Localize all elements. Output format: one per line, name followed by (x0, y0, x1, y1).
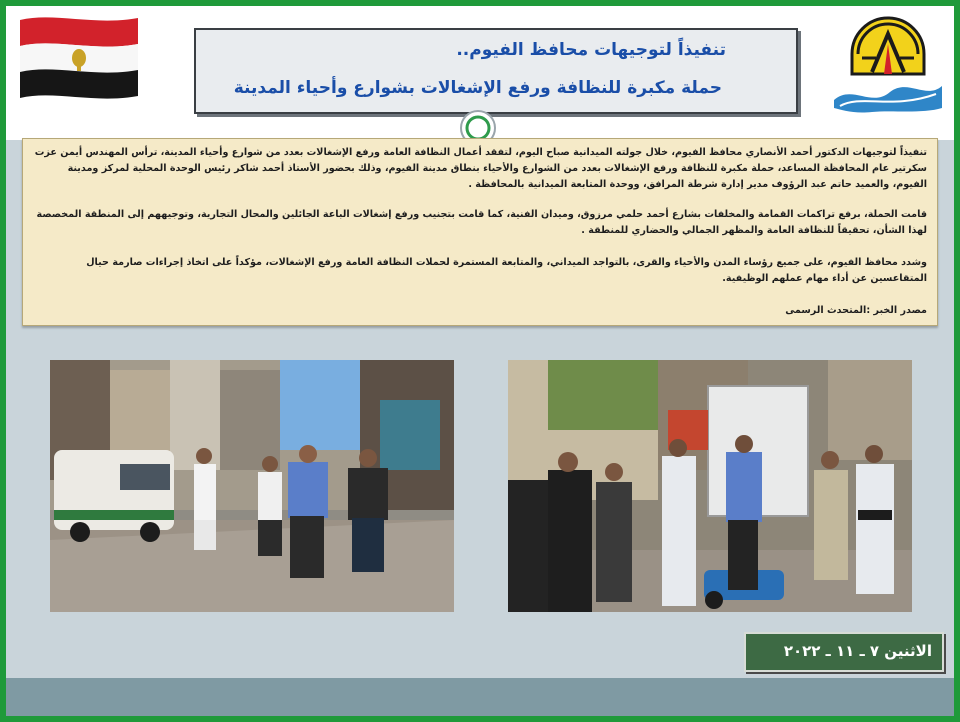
article-text-box (22, 138, 938, 326)
page-title-line-2: حملة مكبرة للنظافة ورفع الإشغالات بشوارع وأحياء المدينة (233, 78, 722, 98)
article-paragraph-3: وشدد محافظ الفيوم، على جميع رؤساء المدن والأحياء والقرى، بالتواجد الميداني، والمتابعة المستمرة لحملات النظافة العامة ورفع الإشغالات، مؤكداً على اتخاذ إجراءات صارمة حيال المتقاعسين عن أداء مهام عملهم الوظيفية. (86, 257, 927, 284)
page-title-line-1: تنفيذاً لتوجيهات محافظ الفيوم.. (456, 40, 726, 60)
news-source-line: مصدر الخبر :المتحدث الرسمى (785, 305, 927, 316)
fayoum-governorate-logo-icon (832, 14, 944, 114)
article-paragraph-2: قامت الحملة، برفع تراكمات القمامة والمخلفات بشارع أحمد حلمي مرزوق، وميدان الفنية، كما قامت بتجنيب ورفع إشغالات الباعة الجائلين والمحال التجارية، وتوجيههم إلى المنطقة المخصصة لهذا الشأن، تحقيقاً للنظافة العامة والمظهر الجمالي والحضاري للمنطقة . (36, 209, 927, 236)
street-campaign-photo-left (50, 360, 454, 612)
ring-ornament-icon (456, 110, 500, 140)
street-campaign-photo-right (508, 360, 912, 612)
article-paragraph-1: تنفيذاً لتوجيهات الدكتور أحمد الأنصاري محافظ الفيوم، خلال جولته الميدانية صباح اليوم، لتفقد أعمال النظافة العامة ورفع الإشغالات بعدد من شوارع وأحياء المدينة، ترأس المهندس أيمن عزت سكرتير عام المحافظة المساعد، حملة مكبرة للنظافة ورفع الإشغالات بعدد من الشوارع والأحياء بنطاق مدينة الفيوم، وذلك بحضور الأستاذ أحمد شاكر رئيس الوحدة المحلية لمركز ومدينة الفيوم، والعميد حاتم عبد الرؤوف مدير إدارة شرطة المرافق، ووحدة المتابعة الميدانية بالمحافظة . (34, 147, 927, 190)
publish-date: الاثنين ٧ ـ ١١ ـ ٢٠٢٢ (783, 642, 932, 660)
title-box (194, 28, 798, 114)
egypt-flag-icon (14, 12, 144, 102)
footer-band (6, 678, 954, 716)
date-box (744, 632, 944, 672)
